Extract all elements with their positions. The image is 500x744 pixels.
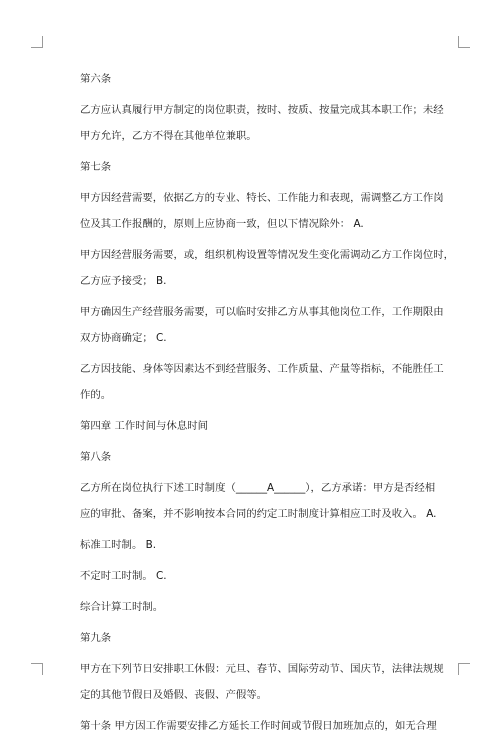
crop-mark-top-left [31,36,43,48]
text-line: 标准工时制。 B. [80,539,157,551]
paragraph [80,532,450,558]
text-line: 甲方因经营服务需要，或，组织机构设置等情况发生变化需调动乙方工作岗位时， [80,249,455,261]
paragraph [80,713,450,739]
text-line: 不定时工时制。 C. [80,570,167,582]
document-page [80,66,455,744]
paragraph [80,154,450,180]
text-line: 甲方允许，乙方不得在其他单位兼职。 [80,130,257,142]
text-line: 乙方所在岗位执行下述工时制度（______A______），乙方承诺：甲方是否经相 [80,482,436,494]
paragraph [80,656,450,708]
text-line: 应的审批、备案，并不影响按本合同的约定工时制度计算相应工时及收入。 A. [80,508,437,520]
text-line: 第七条 [80,161,112,173]
text-line: 第九条 [80,632,112,644]
text-line: 作的。 [80,389,112,401]
text-line: 综合计算工时制。 [80,601,164,613]
paragraph [80,594,450,620]
text-line: 定的其他节假日及婚假、丧假、产假等。 [80,689,268,701]
text-line: 位及其工作报酬的，原则上应协商一致，但以下情况除外： A. [80,218,364,230]
text-line: 第四章 工作时间与休息时间 [80,420,208,432]
paragraph [80,444,450,470]
crop-mark-bottom-right [458,663,470,675]
text-line: 第八条 [80,451,112,463]
crop-mark-bottom-left [31,663,43,675]
paragraph [80,356,450,408]
paragraph [80,625,450,651]
text-line: 甲方在下列节日安排职工休假：元旦、春节、国际劳动节、国庆节，法律法规规 [80,663,444,675]
text-line: 乙方因技能、身体等因素达不到经营服务、工作质量、产量等指标，不能胜任工 [80,363,444,375]
paragraph [80,299,450,351]
paragraph [80,185,450,237]
text-line: 第十条 甲方因工作需要安排乙方延长工作时间或节假日加班加点的，如无合理 [80,720,437,732]
paragraph [80,563,450,589]
text-line: 第六条 [80,73,112,85]
crop-mark-top-right [458,36,470,48]
paragraph [80,66,450,92]
paragraph [80,242,455,294]
paragraph [80,97,450,149]
text-line: 甲方因经营需要，依据乙方的专业、特长、工作能力和表现，需调整乙方工作岗 [80,192,444,204]
paragraph [80,475,450,527]
paragraph [80,413,450,439]
text-line: 乙方应认真履行甲方制定的岗位职责，按时、按质、按量完成其本职工作；未经 [80,104,444,116]
text-line: 甲方确因生产经营服务需要，可以临时安排乙方从事其他岗位工作，工作期限由 [80,306,444,318]
text-line: 双方协商确定； C. [80,332,167,344]
text-line: 乙方应予接受； B. [80,275,167,287]
